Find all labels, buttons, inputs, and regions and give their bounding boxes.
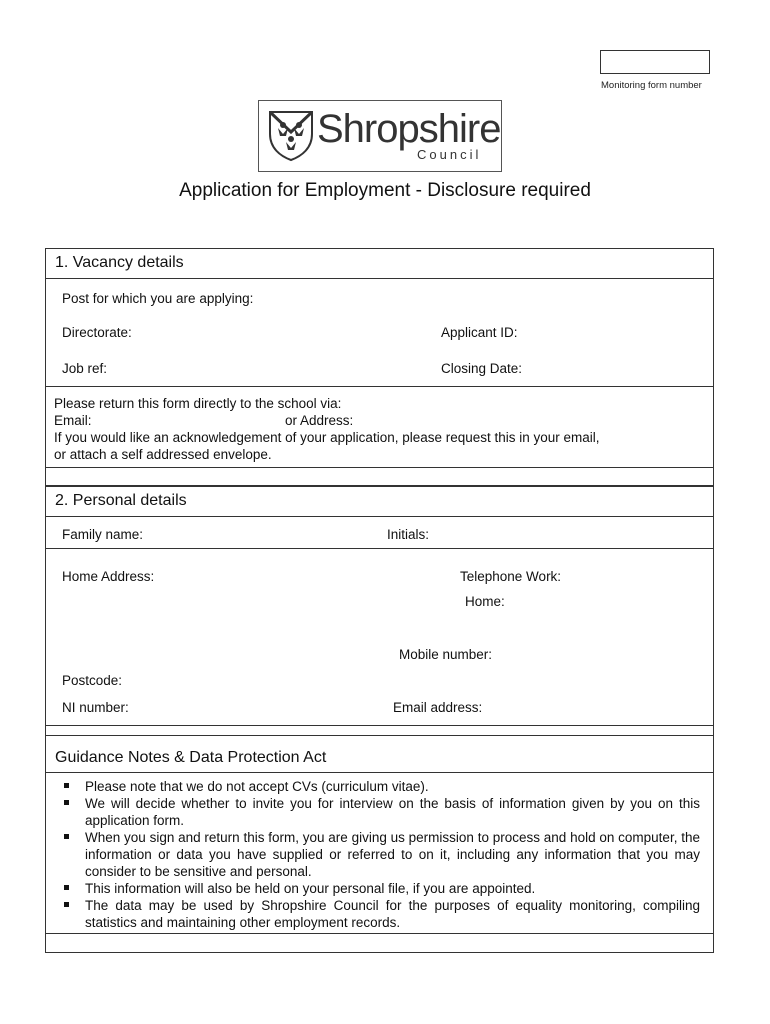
list-item: When you sign and return this form, you are giving us permission to process and hold on computer, the information or data you have supplied or referred to on it, including any information that you may consider to be sensitive and personal. [60,829,700,880]
mobile-number-label: Mobile number: [399,647,493,662]
guidance-list [60,778,700,931]
divider [46,386,713,387]
divider [46,548,713,549]
telephone-home-label: Home: [465,594,505,609]
divider [46,725,713,726]
acknowledgement-text: If you would like an acknowledgement of your application, please request this in your email, [54,430,600,445]
ni-number-label: NI number: [62,700,129,715]
family-name-label: Family name: [62,527,144,542]
page-title: Application for Employment - Disclosure required [179,180,591,201]
return-instructions: Please return this form directly to the school via: [54,396,342,411]
directorate-label: Directorate: [62,325,132,340]
bullet-icon [64,834,69,839]
shropshire-council-logo [258,100,502,172]
initials-label: Initials: [387,527,430,542]
bullet-icon [64,885,69,890]
divider [46,467,713,468]
acknowledgement-text-2: or attach a self addressed envelope. [54,447,272,462]
bullet-icon [64,800,69,805]
telephone-work-label: Telephone Work: [460,569,562,584]
list-item: The data may be used by Shropshire Council for the purposes of equality monitoring, compiling statistics and maintaining other employment records. [60,897,700,931]
divider [46,735,713,736]
council-crest-icon [268,110,314,162]
list-item: This information will also be held on your personal file, if you are appointed. [60,880,700,897]
return-address-label: or Address: [285,413,354,428]
divider [46,516,713,517]
applicant-id-label: Applicant ID: [441,325,518,340]
email-address-label: Email address: [393,700,483,715]
vacancy-details-heading: 1. Vacancy details [55,254,184,271]
divider [46,933,713,934]
divider [46,772,713,773]
logo-wordmark: Shropshire [317,107,501,151]
job-ref-label: Job ref: [62,361,108,376]
vacancy-details-section [45,248,714,486]
guidance-heading: Guidance Notes & Data Protection Act [55,749,327,766]
personal-details-heading: 2. Personal details [55,492,187,509]
bullet-icon [64,783,69,788]
divider [46,278,713,279]
home-address-label: Home Address: [62,569,155,584]
personal-details-section [45,486,714,953]
monitoring-form-number-field[interactable] [600,50,710,74]
list-item: Please note that we do not accept CVs (curriculum vitae). [60,778,700,795]
post-label: Post for which you are applying: [62,291,254,306]
logo-subtitle: Council [417,147,482,162]
monitoring-form-number-label: Monitoring form number [601,80,702,91]
list-item: We will decide whether to invite you for interview on the basis of information given by you on this application form. [60,795,700,829]
return-email-label: Email: [54,413,92,428]
closing-date-label: Closing Date: [441,361,523,376]
bullet-icon [64,902,69,907]
postcode-label: Postcode: [62,673,123,688]
